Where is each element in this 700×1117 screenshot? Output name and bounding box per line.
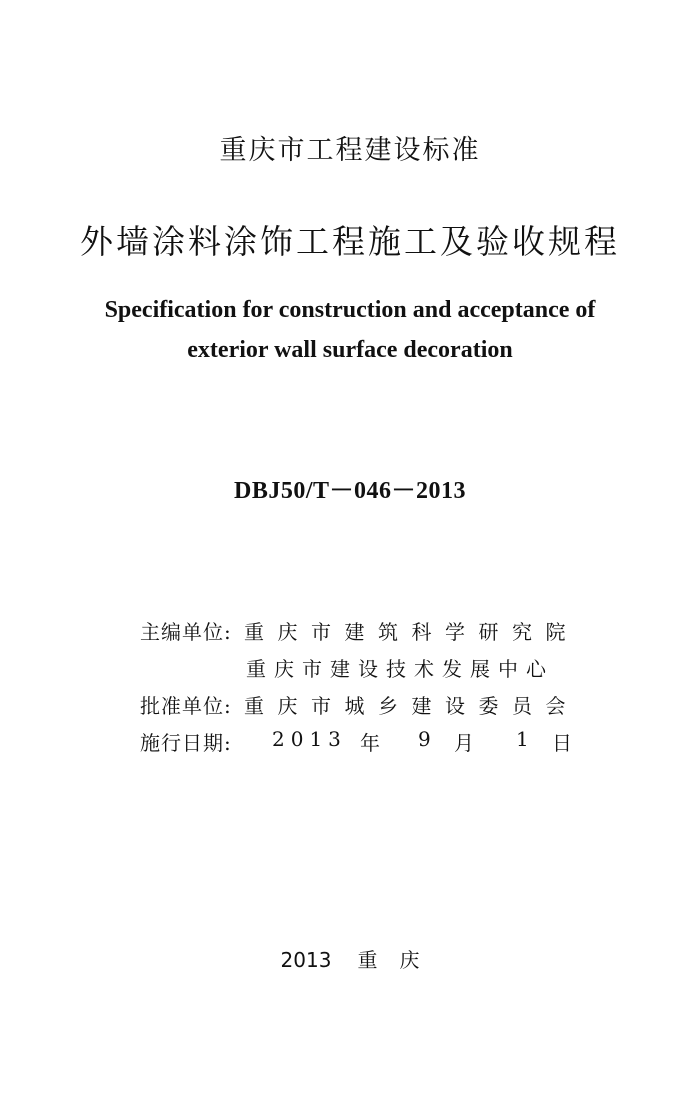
effective-date-label: 施行日期: — [140, 731, 232, 755]
date-day-unit: 日 — [552, 731, 572, 755]
date-year-unit: 年 — [360, 731, 380, 755]
chief-editor-label: 主编单位: — [140, 620, 232, 644]
date-month-unit: 月 — [454, 731, 474, 755]
chief-editor-unit-2: 重庆市建设技术发展中心 — [246, 657, 554, 681]
document-title-chinese: 外墙涂料涂饰工程施工及验收规程 — [80, 222, 620, 261]
chief-editor-unit-1: 重庆市建筑科学研究院 — [244, 620, 579, 644]
footer-city-char-2: 庆 — [399, 948, 420, 972]
document-title-english-line1: Specification for construction and acceptance of — [104, 297, 596, 323]
footer-city-char-1: 重 — [357, 948, 378, 972]
document-title-english-line2: exterior wall surface decoration — [187, 337, 513, 363]
approver-unit: 重庆市城乡建设委员会 — [244, 694, 579, 718]
standard-code: DBJ50/T－046－2013 — [233, 478, 466, 504]
date-month: 9 — [418, 727, 431, 751]
publication-footer — [0, 944, 700, 973]
approver-label: 批准单位: — [140, 694, 232, 718]
date-day: 1 — [516, 727, 529, 751]
footer-year: 2013 — [280, 948, 332, 972]
standard-series-title: 重庆市工程建设标准 — [219, 135, 481, 166]
date-year: 2013 — [272, 727, 347, 751]
